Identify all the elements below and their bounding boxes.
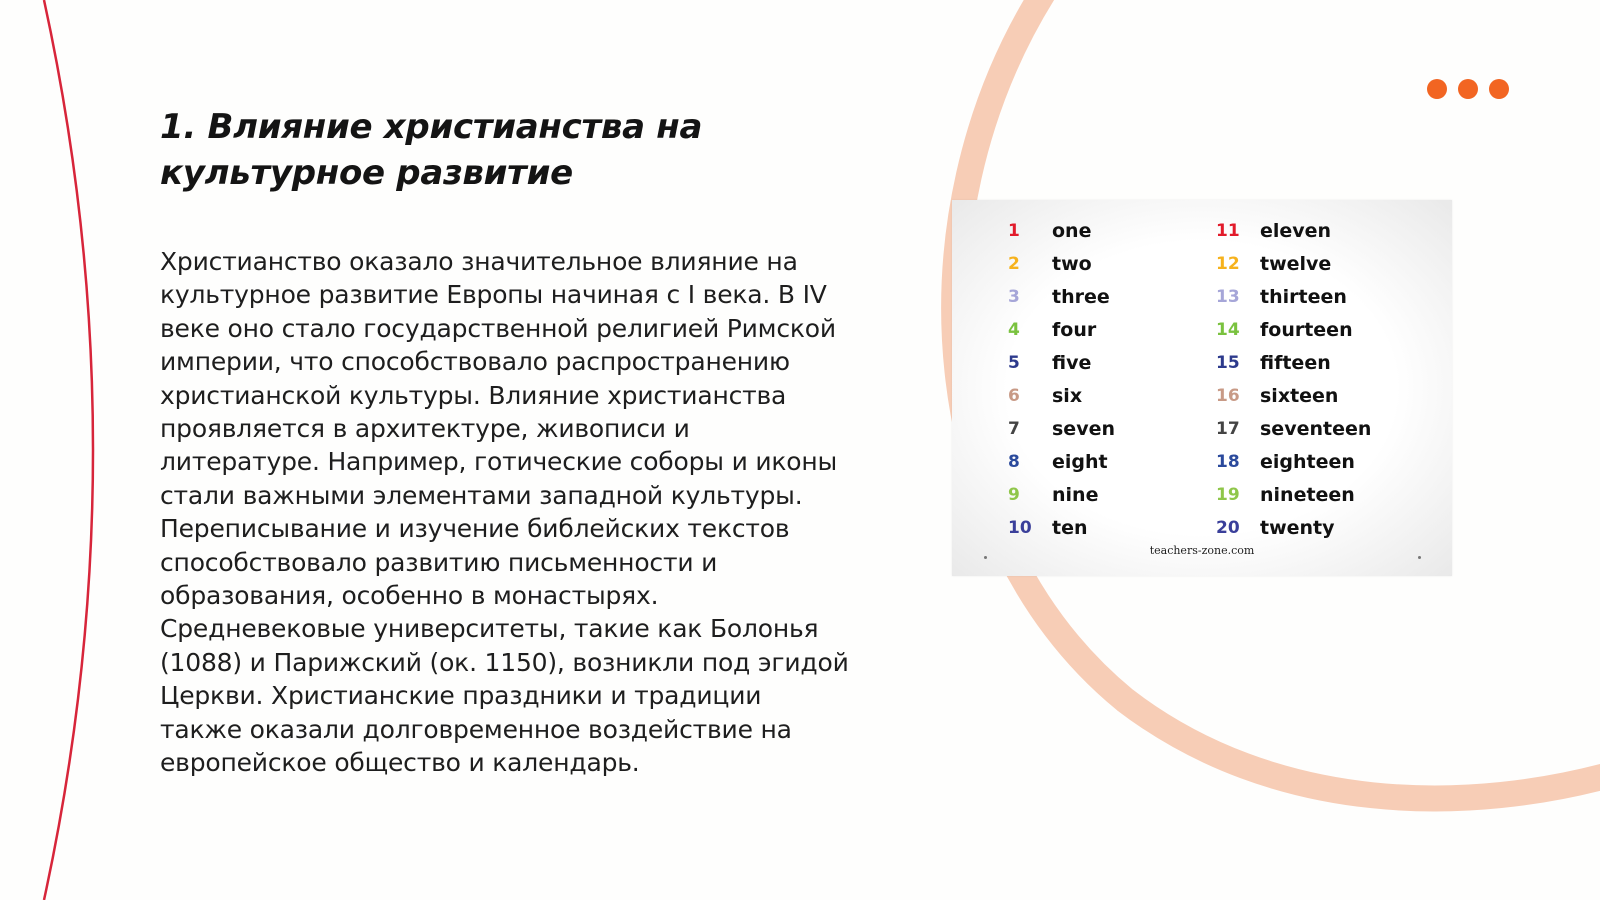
number-digit: 17 <box>1216 418 1240 439</box>
number-row <box>1216 247 1371 280</box>
orange-dot <box>1458 79 1478 99</box>
number-word: six <box>1052 384 1083 407</box>
number-row <box>1008 445 1115 478</box>
number-digit: 15 <box>1216 352 1240 373</box>
number-row <box>1008 247 1115 280</box>
number-digit: 7 <box>1008 418 1020 439</box>
number-digit: 18 <box>1216 451 1240 472</box>
number-word: one <box>1052 219 1092 242</box>
number-row <box>1008 379 1115 412</box>
number-row <box>1216 511 1371 544</box>
number-row <box>1216 313 1371 346</box>
number-word: fourteen <box>1260 318 1353 341</box>
orange-dot <box>1489 79 1509 99</box>
number-word: eight <box>1052 450 1108 473</box>
left-accent-curve <box>44 0 93 900</box>
numbers-image <box>952 200 1452 576</box>
number-word: fifteen <box>1260 351 1331 374</box>
number-row <box>1008 478 1115 511</box>
number-row <box>1008 511 1115 544</box>
number-digit: 5 <box>1008 352 1020 373</box>
number-row <box>1008 214 1115 247</box>
number-word: three <box>1052 285 1110 308</box>
number-digit: 8 <box>1008 451 1020 472</box>
number-row <box>1216 214 1371 247</box>
numbers-column-right <box>1216 214 1371 544</box>
number-digit: 14 <box>1216 319 1240 340</box>
number-word: thirteen <box>1260 285 1347 308</box>
number-row <box>1008 280 1115 313</box>
number-word: sixteen <box>1260 384 1339 407</box>
number-word: two <box>1052 252 1092 275</box>
number-word: four <box>1052 318 1097 341</box>
number-digit: 9 <box>1008 484 1020 505</box>
number-word: eighteen <box>1260 450 1355 473</box>
number-digit: 11 <box>1216 220 1240 241</box>
number-word: nine <box>1052 483 1099 506</box>
number-digit: 2 <box>1008 253 1020 274</box>
number-word: twelve <box>1260 252 1332 275</box>
number-row <box>1216 379 1371 412</box>
number-word: ten <box>1052 516 1088 539</box>
number-word: eleven <box>1260 219 1332 242</box>
number-row <box>1216 478 1371 511</box>
number-row <box>1216 412 1371 445</box>
number-row <box>1008 412 1115 445</box>
number-digit: 12 <box>1216 253 1240 274</box>
number-word: seventeen <box>1260 417 1372 440</box>
number-digit: 20 <box>1216 517 1240 538</box>
number-digit: 1 <box>1008 220 1020 241</box>
number-digit: 3 <box>1008 286 1020 307</box>
number-digit: 10 <box>1008 517 1032 538</box>
number-word: seven <box>1052 417 1115 440</box>
number-digit: 13 <box>1216 286 1240 307</box>
slide-title: 1. Влияние христианства на культурное развитие <box>160 107 703 193</box>
number-row <box>1216 280 1371 313</box>
number-row <box>1216 346 1371 379</box>
number-row <box>1008 346 1115 379</box>
number-row <box>1008 313 1115 346</box>
number-row <box>1216 445 1371 478</box>
number-digit: 6 <box>1008 385 1020 406</box>
number-digit: 4 <box>1008 319 1020 340</box>
number-digit: 19 <box>1216 484 1240 505</box>
number-digit: 16 <box>1216 385 1240 406</box>
number-word: nineteen <box>1260 483 1355 506</box>
image-credit: teachers-zone.com <box>1149 544 1255 557</box>
number-word: twenty <box>1260 516 1335 539</box>
slide-body-text: Христианство оказало значительное влияние на культурное развитие Европы начиная с I века. В IV веке оно стало государственной религией Римской империи, что способствовало распространению христианской культуры. Влияние христианства проявляется в архитектуре, живописи и литературе. Например, готические соборы и иконы стали важными элементами западной культуры. Переписывание и изучение библейских текстов способствовало развитию письменности и образования, особенно в монастырях. Средневековые университеты, такие как Болонья (1088) и Парижский (ок. 1150), возникли под эгидой Церкви. Христианские праздники и традиции также оказали долговременное воздействие на европейское общество и календарь. <box>160 247 849 778</box>
numbers-column-left <box>1008 214 1115 544</box>
orange-dot <box>1427 79 1447 99</box>
number-word: five <box>1052 351 1092 374</box>
dots-decoration <box>1427 79 1509 99</box>
